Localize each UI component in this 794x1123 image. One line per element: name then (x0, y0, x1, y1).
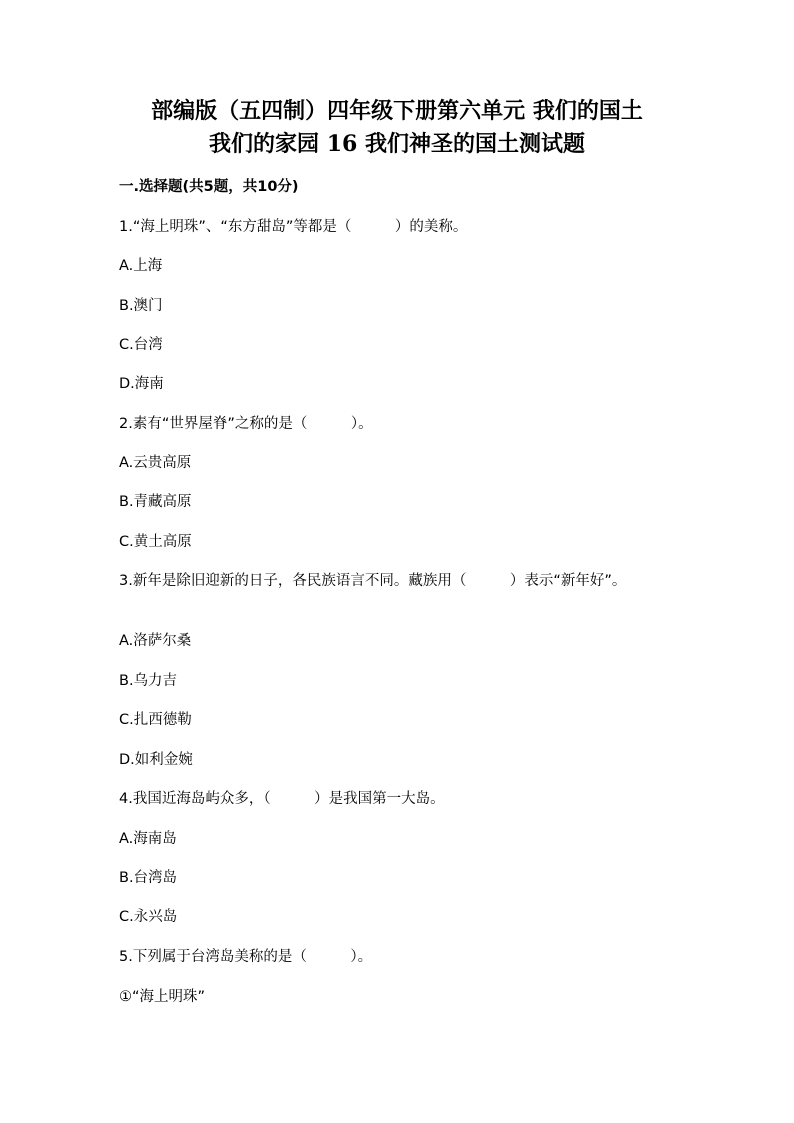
question-4-stem: 4.我国近海岛屿众多，（ ）是我国第一大岛。 (119, 791, 445, 807)
question-1-option-b: B.澳门 (119, 298, 163, 314)
question-1-option-c: C.台湾 (119, 337, 163, 353)
document-title-line-2: 我们的家园 16 我们神圣的国土测试题 (209, 131, 585, 157)
question-2-option-b: B.青藏高原 (119, 494, 192, 510)
question-3-stem: 3.新年是除旧迎新的日子，各民族语言不同。藏族用（ ）表示“新年好”。 (119, 573, 627, 589)
question-3-option-a: A.洛萨尔桑 (119, 633, 192, 649)
document-title-line-1: 部编版（五四制）四年级下册第六单元 我们的国土 (151, 98, 643, 124)
question-4-option-c: C.永兴岛 (119, 909, 178, 925)
question-1-option-d: D.海南 (119, 376, 164, 392)
question-5-option-1: ①“海上明珠” (119, 989, 206, 1005)
question-2-stem: 2.素有“世界屋脊”之称的是（ ）。 (119, 416, 373, 432)
question-3-option-b: B.乌力吉 (119, 673, 178, 689)
question-2-option-a: A.云贵高原 (119, 455, 192, 471)
question-1-stem: 1.“海上明珠”、“东方甜岛”等都是（ ）的美称。 (119, 219, 468, 235)
question-4-option-a: A.海南岛 (119, 831, 177, 847)
question-1-option-a: A.上海 (119, 258, 163, 274)
question-3-option-d: D.如利金婉 (119, 752, 193, 768)
question-3-option-c: C.扎西德勒 (119, 712, 192, 728)
question-4-option-b: B.台湾岛 (119, 870, 178, 886)
question-2-option-c: C.黄土高原 (119, 534, 192, 550)
question-5-stem: 5.下列属于台湾岛美称的是（ ）。 (119, 949, 373, 965)
section-heading: 一.选择题(共5题，共10分) (119, 179, 299, 195)
